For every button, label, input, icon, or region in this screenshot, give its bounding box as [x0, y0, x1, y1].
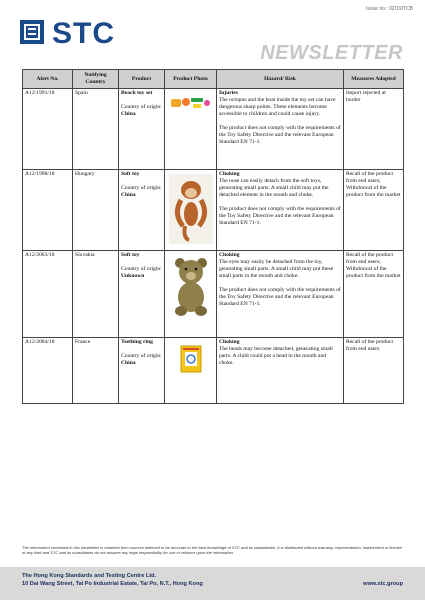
alert-no: A12/2003/18 — [23, 251, 73, 338]
alert-table — [22, 69, 404, 404]
hazard-cell — [217, 170, 344, 251]
compliance-note: The product does not comply with the requirements of the Toy Safety Directive and the relevant European Standard EN 71-1. — [219, 125, 341, 145]
origin-label: Country of origin: — [121, 185, 162, 191]
product-photo — [165, 338, 217, 404]
origin-value: Unknown — [121, 273, 145, 279]
hazard-title: Choking — [219, 252, 240, 258]
col-measures-adopted: Measures Adopted — [344, 70, 404, 89]
table-row — [23, 89, 404, 170]
measures-adopted: Recall of the product from end users; Withdrawal of the product from the market — [344, 170, 404, 251]
col-notifying-country: Notifying Country — [73, 70, 119, 89]
hazard-description: The nose can easily detach from the soft toys, generating small parts. A small child may put the detached element in the mouth and choke. — [219, 178, 329, 198]
teething-ring-photo — [169, 342, 213, 378]
hazard-cell — [217, 89, 344, 170]
newsletter-title: NEWSLETTER — [260, 42, 403, 64]
product-name: Soft toy — [121, 252, 140, 258]
col-hazard-risk: Hazard/ Risk — [217, 70, 344, 89]
measures-adopted: Recall of the product from end users — [344, 338, 404, 404]
table-header-row — [23, 70, 404, 89]
teddy-bear-photo — [169, 255, 213, 317]
origin-value: China — [121, 111, 136, 117]
col-product-photo: Product Photo — [165, 70, 217, 89]
company-address: 10 Dai Wang Street, Tai Po Industrial Estate, Tai Po, N.T., Hong Kong — [22, 581, 203, 587]
alert-no: A12/1998/18 — [23, 170, 73, 251]
col-alert-no: Alert No. — [23, 70, 73, 89]
compliance-note: The product does not comply with the requirements of the Toy Safety Directive and the relevant European Standard EN 71-1. — [219, 206, 341, 226]
beach-toy-photo — [169, 93, 213, 111]
hazard-description: The octopus and the boat inside the toy set can have dangerous sharp points. These elements become accessible to children and could cause injury. — [219, 97, 336, 117]
hazard-title: Choking — [219, 339, 240, 345]
notifying-country: France — [73, 338, 119, 404]
hazard-title: Choking — [219, 171, 240, 177]
alert-no: A12/2004/18 — [23, 338, 73, 404]
monkey-toy-photo — [169, 174, 213, 244]
disclaimer: The information contained in this newsletter is obtained from sources believed to be accurate to the best knowledge of STC and its subsidiaries. It is distributed without warranty, representation, inducement or license of any kind and STC and its subsidiaries do not assume any legal responsibility for use or reliance upon the information. — [22, 545, 402, 555]
hazard-title: Injuries — [219, 90, 238, 96]
hazard-description: The eyes may easily be detached from the toy, generating small parts. A small child may put these small parts in the mouth and choke. — [219, 259, 334, 279]
origin-label: Country of origin: — [121, 353, 162, 359]
table-row — [23, 251, 404, 338]
measures-adopted: Recall of the product from end users; Withdrawal of the product from the market — [344, 251, 404, 338]
origin-label: Country of origin: — [121, 266, 162, 272]
website-link[interactable]: www.stc.group — [363, 581, 403, 587]
product-name: Soft toy — [121, 171, 140, 177]
compliance-note: The product does not comply with the requirements of the Toy Safety Directive and the relevant European Standard EN 71-1. — [219, 287, 341, 307]
product-cell — [119, 338, 165, 404]
product-photo — [165, 89, 217, 170]
col-product: Product — [119, 70, 165, 89]
table-row — [23, 170, 404, 251]
measures-adopted: Import rejected at border — [344, 89, 404, 170]
notifying-country: Hungary — [73, 170, 119, 251]
issue-number: Issue no.: 02/19/TCB — [366, 6, 413, 12]
hazard-cell — [217, 338, 344, 404]
brand-name: STC — [52, 17, 115, 50]
product-cell — [119, 251, 165, 338]
hazard-cell — [217, 251, 344, 338]
product-name: Beach toy set — [121, 90, 153, 96]
hazard-description: The beads may become detached, generating small parts. A child could put a bead in the mouth and choke. — [219, 346, 333, 366]
notifying-country: Spain — [73, 89, 119, 170]
product-cell — [119, 170, 165, 251]
stc-logo-icon — [20, 20, 44, 44]
origin-label: Country of origin: — [121, 104, 162, 110]
product-photo — [165, 251, 217, 338]
product-cell — [119, 89, 165, 170]
product-name: Teething ring — [121, 339, 153, 345]
company-name: The Hong Kong Standards and Testing Centre Ltd. — [22, 573, 157, 579]
origin-value: China — [121, 192, 136, 198]
product-photo — [165, 170, 217, 251]
alert-no: A12/1991/18 — [23, 89, 73, 170]
notifying-country: Slovakia — [73, 251, 119, 338]
footer — [0, 567, 425, 600]
table-row — [23, 338, 404, 404]
origin-value: China — [121, 360, 136, 366]
